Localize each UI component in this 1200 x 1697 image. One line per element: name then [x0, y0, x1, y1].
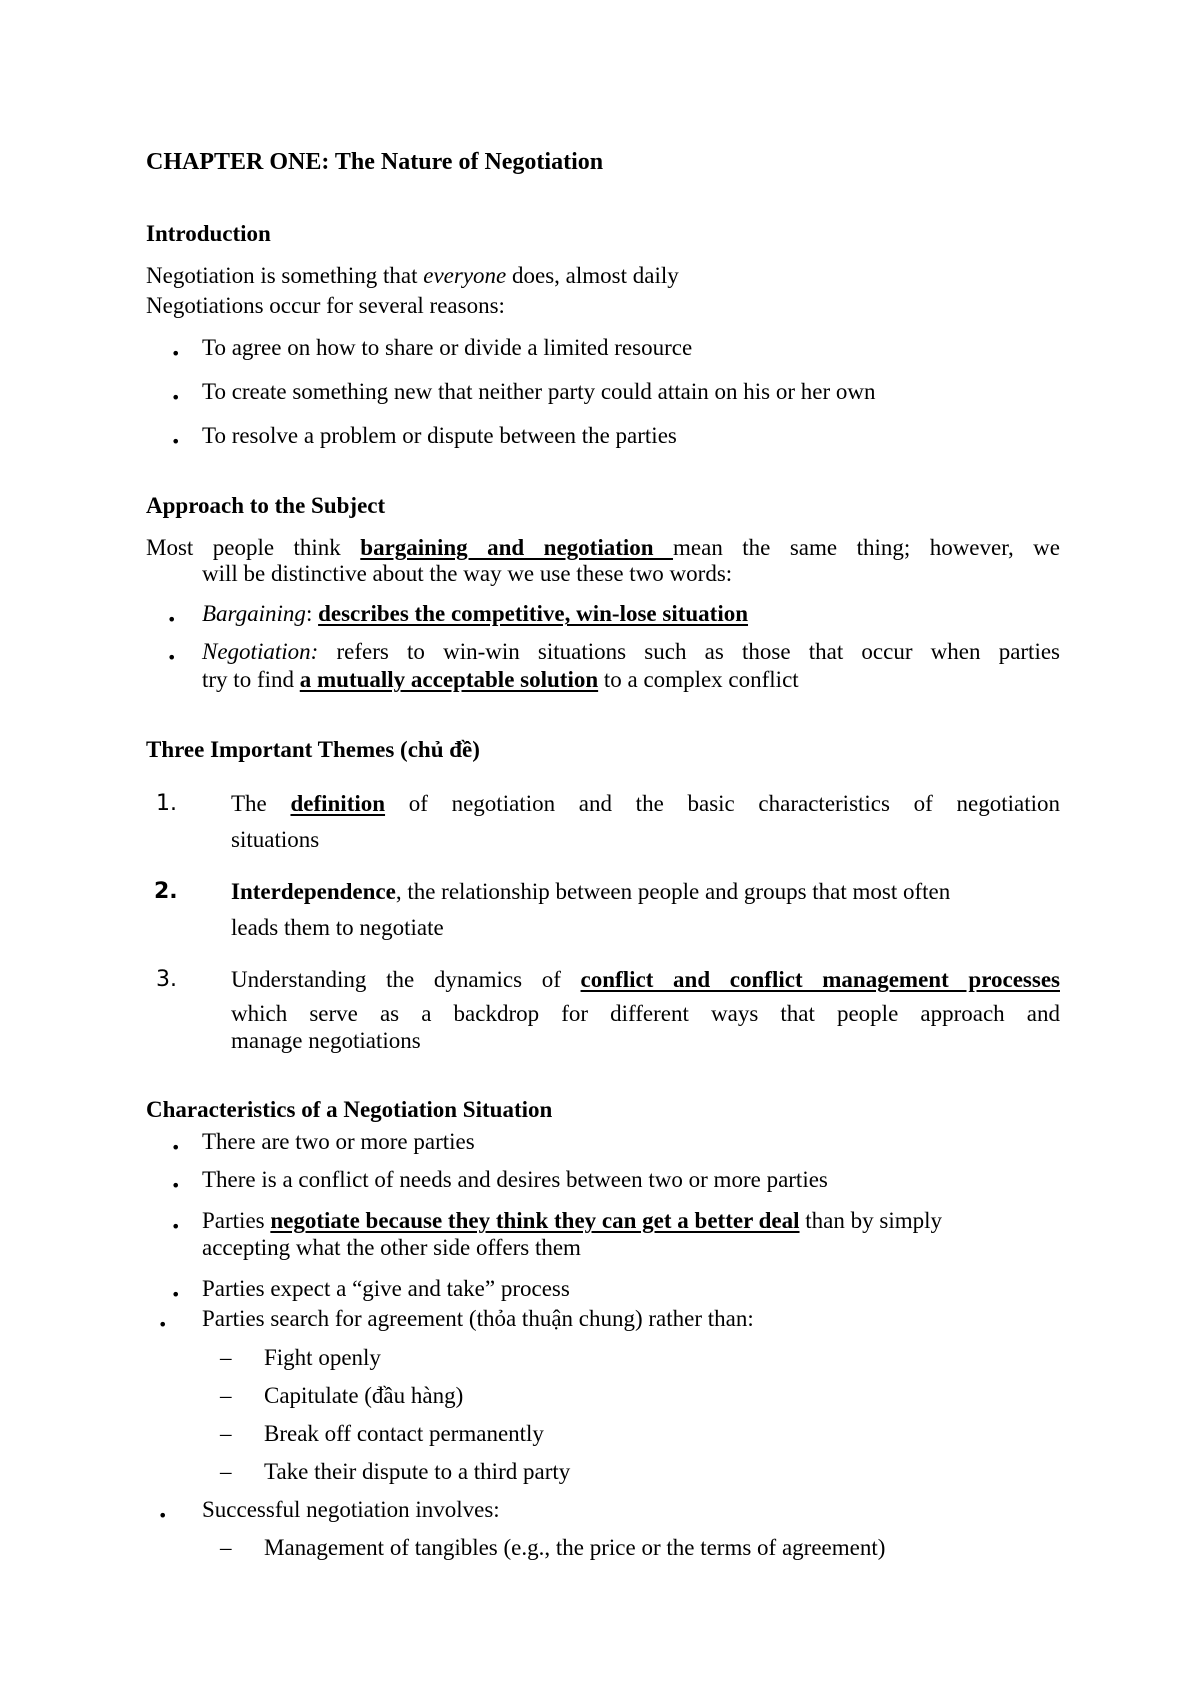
bullet-icon: •: [171, 344, 181, 363]
theme-item-3: [231, 966, 1060, 994]
bullet-icon: •: [158, 1315, 168, 1334]
text: to a complex conflict: [598, 667, 799, 692]
sub-list-item: Fight openly: [264, 1345, 381, 1370]
characteristics-heading: Characteristics of a Negotiation Situation: [146, 1097, 553, 1122]
bullet-icon: •: [171, 1176, 181, 1195]
underlined-term: bargaining and negotiation: [360, 535, 674, 560]
underlined-term: definition: [290, 791, 386, 816]
text: , the relationship between people and groups that most often: [395, 879, 951, 904]
text: :: [305, 601, 319, 626]
intro-line-2: Negotiations occur for several reasons:: [146, 293, 505, 318]
list-item-bargaining: [202, 600, 748, 628]
list-item: To resolve a problem or dispute between the parties: [202, 423, 677, 448]
bullet-icon: •: [167, 648, 177, 667]
list-number: 2.: [154, 879, 178, 904]
underlined-term: describes the competitive, win-lose situation: [318, 601, 749, 626]
theme-item-3-line-3: manage negotiations: [231, 1028, 421, 1053]
text: than by simply: [799, 1208, 942, 1233]
emphasis-text: Bargaining: [202, 601, 306, 626]
theme-item-2-line-2: leads them to negotiate: [231, 915, 444, 940]
list-item: To create something new that neither party could attain on his or her own: [202, 379, 876, 404]
sub-list-item: Break off contact permanently: [264, 1421, 544, 1446]
theme-item-1: [231, 790, 1060, 818]
list-item: Successful negotiation involves:: [202, 1497, 500, 1522]
underlined-term: negotiate because they think they can get a better deal: [270, 1208, 800, 1233]
intro-heading: Introduction: [146, 221, 271, 246]
sub-list-item: Capitulate (đầu hàng): [264, 1383, 464, 1408]
bullet-icon: •: [167, 610, 177, 629]
themes-heading: Three Important Themes (chủ đề): [146, 737, 480, 762]
theme-item-2: [231, 878, 950, 906]
approach-heading: Approach to the Subject: [146, 493, 386, 518]
dash-icon: –: [220, 1421, 232, 1446]
approach-paragraph-line-1: [146, 534, 1060, 562]
list-item-line-2: accepting what the other side offers them: [202, 1235, 581, 1260]
text: refers to win-win situations such as those that occur when parties: [318, 639, 1060, 664]
dash-icon: –: [220, 1383, 232, 1408]
list-item-negotiation: [202, 638, 1060, 666]
bullet-icon: •: [171, 1138, 181, 1157]
theme-item-3-line-2: which serve as a backdrop for different ways that people approach and: [231, 1001, 1060, 1026]
bullet-icon: •: [171, 1217, 181, 1236]
list-item-negotiation-line-2: [202, 666, 799, 694]
bullet-icon: •: [171, 388, 181, 407]
list-item: Parties search for agreement (thỏa thuận chung) rather than:: [202, 1306, 754, 1331]
text: Parties: [202, 1208, 271, 1233]
text: does, almost daily: [506, 263, 679, 288]
bold-term: Interdependence: [231, 879, 396, 904]
theme-item-1-line-2: situations: [231, 827, 320, 852]
intro-line-1: [146, 262, 679, 290]
list-number: 1.: [156, 791, 177, 816]
text: Most people think: [146, 535, 361, 560]
dash-icon: –: [220, 1535, 232, 1560]
list-item: There are two or more parties: [202, 1129, 475, 1154]
list-item: [202, 1207, 942, 1235]
emphasis-text: everyone: [423, 263, 507, 288]
bullet-icon: •: [171, 432, 181, 451]
dash-icon: –: [220, 1345, 232, 1370]
list-item: There is a conflict of needs and desires between two or more parties: [202, 1167, 828, 1192]
text: mean the same thing; however, we: [673, 535, 1060, 560]
sub-list-item: Management of tangibles (e.g., the price or the terms of agreement): [264, 1535, 886, 1560]
emphasis-text: Negotiation:: [202, 639, 319, 664]
text: The: [231, 791, 291, 816]
list-number: 3.: [156, 967, 177, 992]
text: of negotiation and the basic characteristics of negotiation: [385, 791, 1060, 816]
list-item: To agree on how to share or divide a limited resource: [202, 335, 693, 360]
text: Understanding the dynamics of: [231, 967, 581, 992]
page-title: CHAPTER ONE: The Nature of Negotiation: [146, 149, 604, 175]
underlined-term: conflict and conflict management processes: [580, 967, 1060, 992]
underlined-term: a mutually acceptable solution: [299, 667, 599, 692]
text: Negotiation is something that: [146, 263, 424, 288]
sub-list-item: Take their dispute to a third party: [264, 1459, 571, 1484]
dash-icon: –: [220, 1459, 232, 1484]
text: try to find: [202, 667, 300, 692]
list-item: Parties expect a “give and take” process: [202, 1276, 570, 1301]
bullet-icon: •: [171, 1285, 181, 1304]
bullet-icon: •: [158, 1506, 168, 1525]
approach-paragraph-line-2: will be distinctive about the way we use these two words:: [202, 561, 733, 586]
